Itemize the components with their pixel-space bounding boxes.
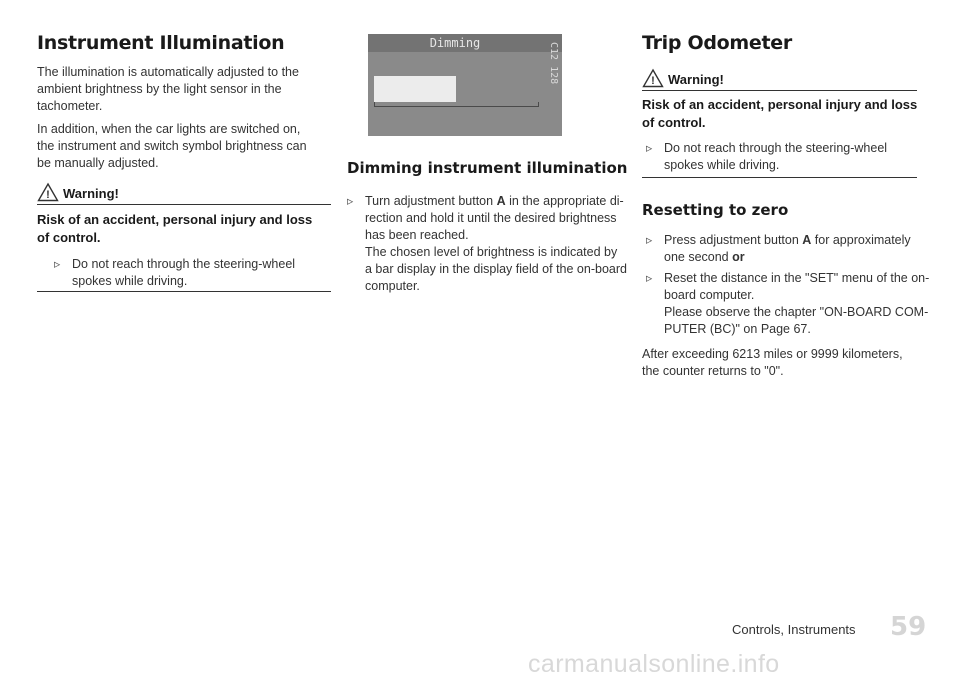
text-line: Do not reach through the steering-wheel [72,257,296,271]
text-line: rection and hold it until the desired brightness [365,211,617,225]
paragraph-intro [37,64,337,115]
heading-trip-odometer: Trip Odometer [642,32,792,54]
paragraph-manual-adjust [37,121,337,172]
text-line: be manually adjusted. [37,156,159,170]
brightness-track [374,106,538,107]
text-line: PUTER (BC)" on Page 67. [664,322,811,336]
warning-triangle-icon [642,68,664,88]
subheading-resetting: Resetting to zero [642,201,789,219]
warning-rule-bottom [37,291,331,292]
svg-text:!: ! [651,75,655,87]
step-press-button [646,232,921,268]
text-line: of control. [642,115,706,130]
text-line: one second or [664,250,745,264]
text-line: a bar display in the display field of the on-board [365,262,627,276]
text-line: spokes while driving. [72,274,188,288]
warning-row [642,68,917,90]
risk-text [37,211,337,247]
step-arrow-icon: ▹ [347,194,354,208]
track-tick-right [538,102,539,107]
page-number: 59 [890,612,927,642]
paragraph-after-exceeding [642,346,942,380]
step-arrow-icon: ▹ [646,141,653,155]
text-line: the instrument and switch symbol brightness can [37,139,307,153]
warning-rule-top [37,204,331,205]
text-line: ambient brightness by the light sensor in the [37,82,282,96]
text-line: In addition, when the car lights are switched on, [37,122,301,136]
text-line: Do not reach through the steering-wheel [664,141,888,155]
text-line: Risk of an accident, personal injury and loss [642,97,918,112]
risk-text [642,96,932,132]
text-line: After exceeding 6213 miles or 9999 kilometers, [642,347,903,361]
text-line: Turn adjustment button A in the appropriate di- [365,194,624,208]
text-line: Reset the distance in the "SET" menu of the on- [664,271,930,285]
text-line: spokes while driving. [664,158,780,172]
step-turn-button [347,193,632,303]
text-line: tachometer. [37,99,103,113]
heading-instrument-illumination: Instrument Illumination [37,32,285,54]
warning-label: Warning! [63,186,119,201]
text-line: has been reached. [365,228,469,242]
step-arrow-icon: ▹ [646,233,653,247]
display-code: C12 128 [548,42,559,85]
step-arrow-icon: ▹ [54,257,61,271]
track-tick-left [374,102,375,107]
warning-rule-bottom [642,177,917,178]
text-line: The chosen level of brightness is indicated by [365,245,618,259]
warning-label: Warning! [668,72,724,87]
step-steering-wheel [646,140,916,176]
watermark-text: carmanualsonline.info [528,650,780,678]
svg-text:!: ! [46,189,50,201]
text-line: Please observe the chapter "ON-BOARD COM- [664,305,929,319]
text-line: Risk of an accident, personal injury and loss [37,212,313,227]
text-line: board computer. [664,288,755,302]
text-line: of control. [37,230,101,245]
warning-rule-top [642,90,917,91]
step-arrow-icon: ▹ [646,271,653,285]
step-reset-set-menu [646,270,931,340]
text-line: computer. [365,279,420,293]
heading-dimming: Dimming instrument illumination [347,159,628,177]
warning-row [37,182,332,204]
display-title: Dimming [429,36,481,50]
dimming-display-image [368,34,562,136]
footer-section-title: Controls, Instruments [732,622,856,637]
text-line: the counter returns to "0". [642,364,784,378]
warning-triangle-icon [37,182,59,202]
text-line: The illumination is automatically adjusted to the [37,65,299,79]
brightness-bar [374,76,456,102]
text-line: Press adjustment button A for approximately [664,233,911,247]
step-steering-wheel [54,256,334,292]
